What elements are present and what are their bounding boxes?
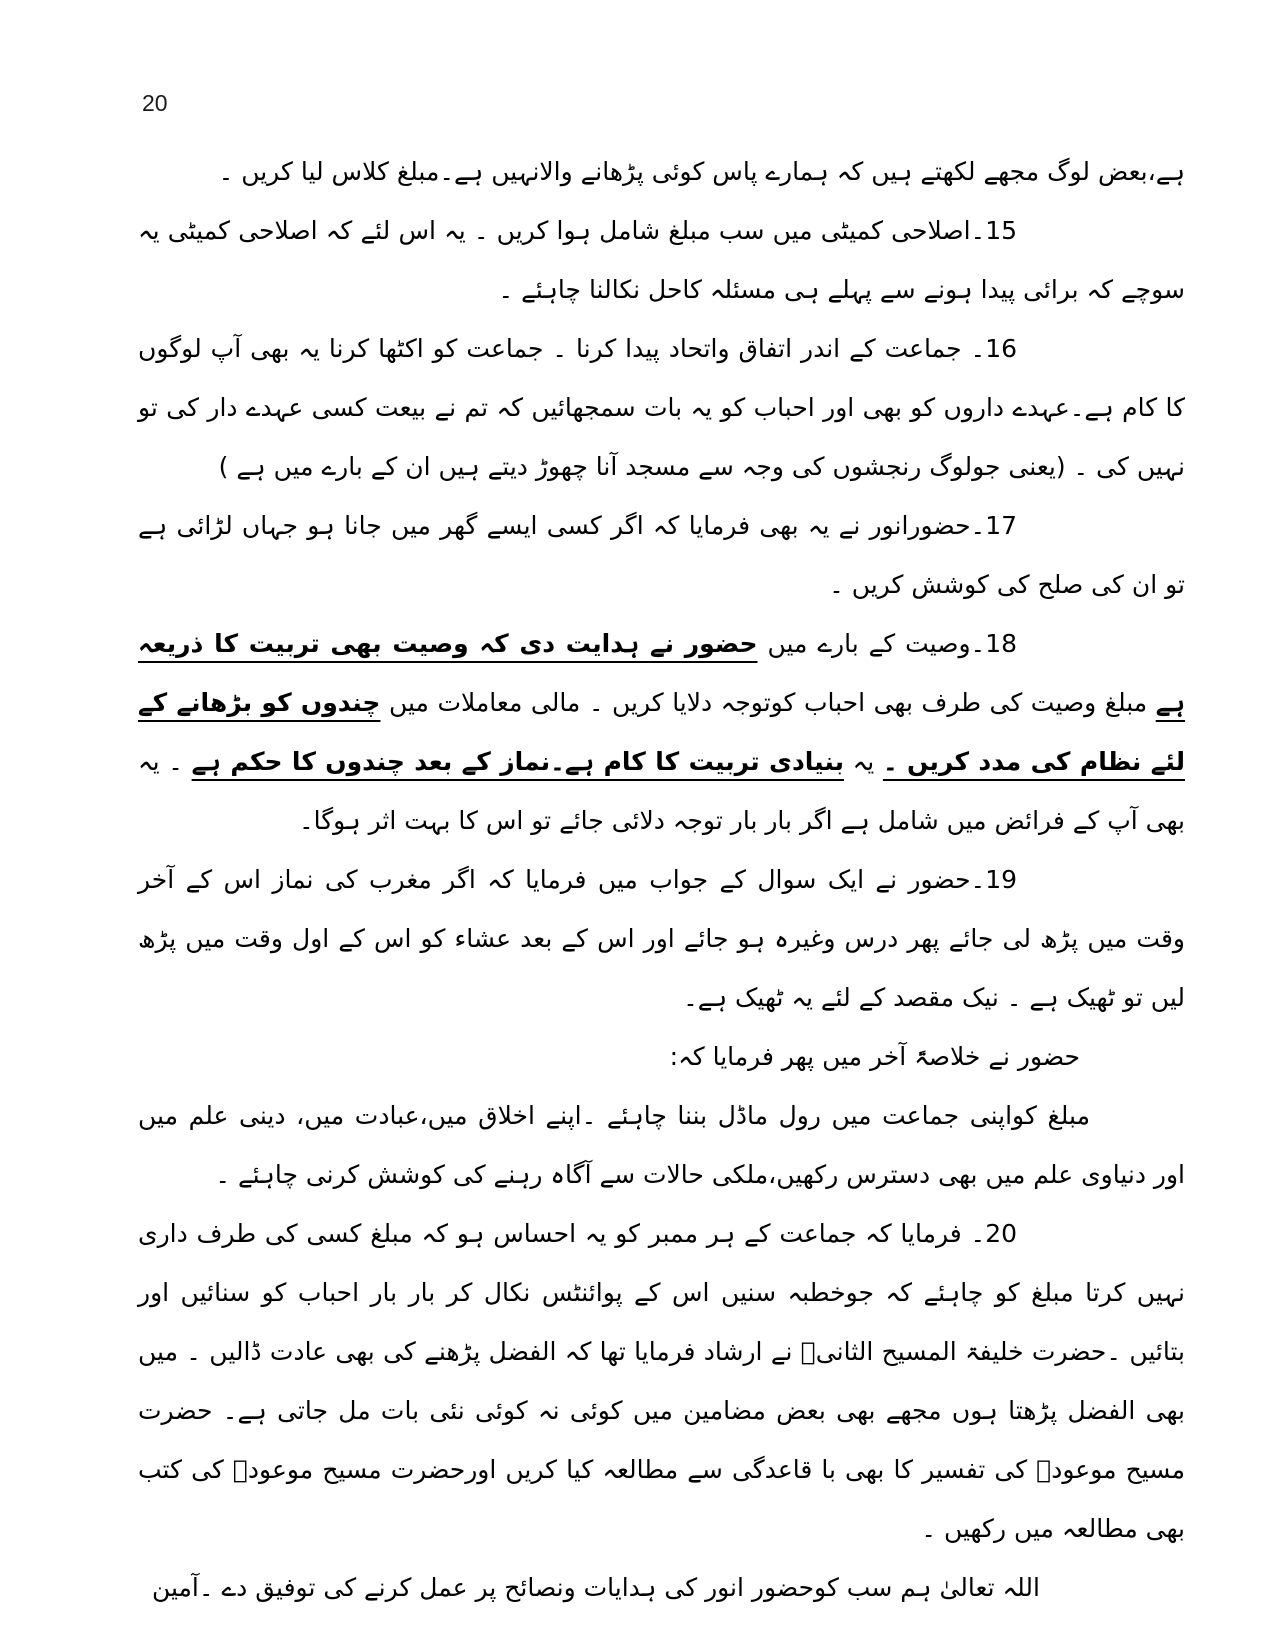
paragraph-continuation bbox=[138, 142, 1185, 201]
paragraph-text: اللہ تعالیٰ ہم سب کوحضور انور کی ہدایات ونصائح پر عمل کرنے کی توفیق دے ۔آمین bbox=[151, 1573, 1040, 1602]
paragraph-text: 15۔اصلاحی کمیٹی میں سب مبلغ شامل ہوا کریں ۔ یہ اس لئے کہ اصلاحی کمیٹی یہ سوچے کہ برائی پیدا ہونے سے پہلے ہی مسئلہ کاحل نکالنا چاہئے ۔ bbox=[138, 216, 1185, 304]
paragraph-summary-intro bbox=[138, 1027, 1185, 1086]
paragraph-text: 19۔حضور نے ایک سوال کے جواب میں فرمایا کہ اگر مغرب کی نماز اس کے آخر وقت میں پڑھ لی جائے پھر درس وغیرہ ہو جائے اور اس کے بعد عشاء کو اس کے اول وقت میں پڑھ لیں تو ٹھیک ہے ۔ نیک مقصد کے لئے یہ ٹھیک ہے۔ bbox=[138, 865, 1185, 1012]
paragraph-text: حضور نے خلاصۃً آخر میں پھر فرمایا کہ: bbox=[669, 1042, 1080, 1071]
emphasized-text: بنیادی تربیت کا کام ہے۔نماز کے بعد چندوں کا حکم ہے bbox=[191, 747, 844, 776]
paragraph-item-18 bbox=[138, 614, 1185, 850]
paragraph-role-model bbox=[138, 1086, 1185, 1204]
paragraph-text: مبلغ کواپنی جماعت میں رول ماڈل بننا چاہئے ۔اپنے اخلاق میں،عبادت میں، دینی علم میں اور دنیاوی علم میں بھی دسترس رکھیں،ملکی حالات سے آگاہ رہنے کی کوشش کرنی چاہئے ۔ bbox=[138, 1101, 1185, 1189]
paragraph-text: مبلغ وصیت کی طرف بھی احباب کوتوجہ دلایا کریں ۔ مالی معاملات میں bbox=[380, 688, 1156, 717]
paragraph-text: یہ bbox=[843, 747, 883, 776]
paragraph-item-16 bbox=[138, 319, 1185, 496]
paragraph-text: ۔ یہ بھی آپ کے فرائض میں شامل ہے اگر بار بار توجہ دلائی جائے تو اس کا بہت اثر ہوگا۔ bbox=[138, 747, 1185, 835]
emphasized-text: چندوں کو بڑھانے کے لئے نظام کی مدد کریں ۔ bbox=[138, 688, 1185, 776]
paragraph-item-19 bbox=[138, 850, 1185, 1027]
paragraph-item-15 bbox=[138, 201, 1185, 319]
paragraph-text: 17۔حضورانور نے یہ بھی فرمایا کہ اگر کسی ایسے گھر میں جانا ہو جہاں لڑائی ہے تو ان کی صلح کی کوشش کریں ۔ bbox=[138, 511, 1185, 599]
emphasized-text: حضور نے ہدایت دی کہ وصیت بھی تربیت کا ذریعہ ہے bbox=[138, 629, 1186, 717]
paragraph-text: 20۔ فرمایا کہ جماعت کے ہر ممبر کو یہ احساس ہو کہ مبلغ کسی کی طرف داری نہیں کرتا مبلغ کو چاہئے کہ جوخطبہ سنیں اس کے پوائنٹس نکال کر بار بار احباب کو سنائیں اور بتائیں ۔حضرت خلیفۃ المسیح الثانیؓ نے ارشاد فرمایا تھا کہ الفضل پڑھنے کی بھی عادت ڈالیں ۔ میں بھی الفضل پڑھتا ہوں مجھے بھی بعض مضامین میں کوئی نہ کوئی نئی بات مل جاتی ہے۔ حضرت مسیح موعودؑ کی تفسیر کا بھی با قاعدگی سے مطالعہ کیا کریں اورحضرت مسیح موعودؑ کی کتب بھی مطالعہ میں رکھیں ۔ bbox=[138, 1219, 1185, 1543]
paragraph-text: 16۔ جماعت کے اندر اتفاق واتحاد پیدا کرنا ۔ جماعت کو اکٹھا کرنا یہ بھی آپ لوگوں کا کام ہے۔عہدے داروں کو بھی اور احباب کو یہ بات سمجھائیں کہ تم نے بیعت کسی عہدے دار کی تو نہیں کی ۔ (یعنی جولوگ رنجشوں کی وجہ سے مسجد آنا چھوڑ دیتے ہیں ان کے بارے میں ہے ) bbox=[138, 334, 1185, 481]
paragraph-text: ہے،بعض لوگ مجھے لکھتے ہیں کہ ہمارے پاس کوئی پڑھانے والانہیں ہے۔مبلغ کلاس لیا کریں ۔ bbox=[218, 157, 1185, 186]
paragraph-item-20 bbox=[138, 1204, 1185, 1558]
paragraph-item-17 bbox=[138, 496, 1185, 614]
paragraph-text: 18۔وصیت کے بارے میں bbox=[757, 629, 1017, 658]
page-number: 20 bbox=[142, 90, 168, 116]
paragraph-closing-prayer bbox=[138, 1558, 1185, 1617]
document-body bbox=[138, 142, 1185, 1617]
